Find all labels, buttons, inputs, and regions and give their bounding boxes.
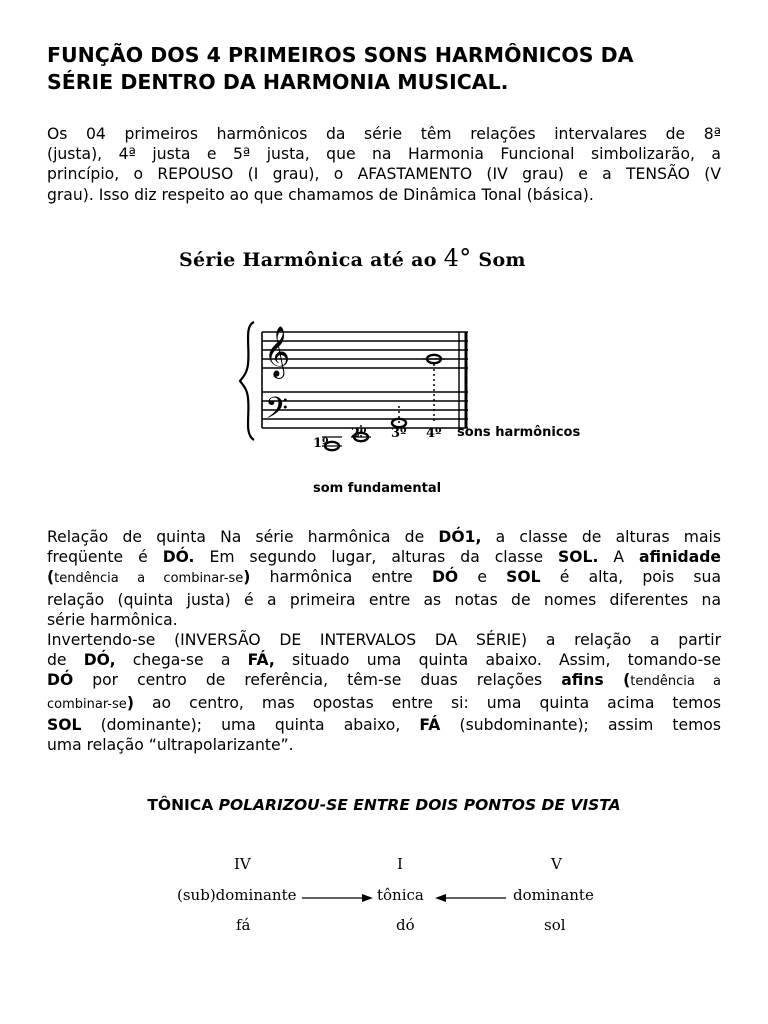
do-label: dó: [396, 916, 415, 934]
bass-staff: [262, 392, 468, 428]
body-paragraph: [47, 527, 721, 755]
bass-clef-icon: 𝄢: [265, 392, 289, 433]
body-line-10: SOL (dominante); uma quinta abaixo, FÁ (subdominante); assim temos: [47, 715, 721, 734]
brace: [240, 322, 254, 440]
polarization-diagram: [170, 850, 610, 940]
degree-v-label: V: [551, 855, 562, 873]
intro-line-1: Os 04 primeiros harmônicos da série têm relações intervalares de 8ª: [47, 125, 721, 143]
grand-staff: [170, 236, 610, 506]
intro-line-2: (justa), 4ª justa e 5ª justa, que na Harmonia Funcional simbolizarão, a: [47, 145, 721, 164]
sol-label: sol: [544, 916, 566, 934]
body-line-7: de DÓ, chega-se a FÁ, situado uma quinta abaixo. Assim, tomando-se: [47, 651, 721, 670]
body-line-8: DÓ por centro de referência, têm-se duas relações afins (tendência a: [47, 671, 721, 690]
body-line-2: freqüente é DÓ. Em segundo lugar, alturas da classe SOL. A afinidade: [47, 548, 721, 567]
arrow-right-icon: [302, 894, 373, 902]
harmonic-series-figure: [170, 236, 610, 506]
body-line-5: série harmônica.: [47, 610, 178, 629]
body-line-4: relação (quinta justa) é a primeira entre as notas de nomes diferentes na: [47, 590, 721, 609]
dominante-label: dominante: [513, 886, 594, 904]
figure-title: Série Harmônica até ao 4° Som: [179, 244, 526, 272]
title-line-2: SÉRIE DENTRO DA HARMONIA MUSICAL.: [47, 70, 509, 94]
harmonic-number-4: 4º: [426, 426, 442, 441]
som-fundamental-label: som fundamental: [313, 481, 442, 496]
body-line-3: (tendência a combinar-se) harmônica entre DÓ e SOL é alta, pois sua: [47, 568, 721, 587]
body-line-6: Invertendo-se (INVERSÃO DE INTERVALOS DA SÉRIE) a relação a partir: [47, 631, 721, 650]
harmonic-number-2: 2º: [351, 426, 367, 441]
harmonic-number-1: 1º: [313, 436, 329, 451]
notes: [325, 355, 441, 450]
intro-line-3: princípio, o REPOUSO (I grau), o AFASTAMENTO (IV grau) e a TENSÃO (V: [47, 165, 721, 184]
section-subheading: TÔNICA POLARIZOU-SE ENTRE DOIS PONTOS DE VISTA: [147, 796, 621, 814]
title-line-1: FUNÇÃO DOS 4 PRIMEIROS SONS HARMÔNICOS DA: [47, 43, 634, 67]
fa-label: fá: [236, 916, 251, 934]
harmonic-number-3: 3º: [391, 426, 407, 441]
body-line-9: combinar-se) ao centro, mas opostas entre si: uma quinta acima temos: [47, 693, 721, 712]
tonica-label: tônica: [377, 886, 424, 904]
subdominante-label: (sub)dominante: [177, 886, 297, 904]
intro-paragraph: [47, 124, 721, 205]
page-title: [47, 42, 727, 96]
degree-i-label: I: [397, 855, 403, 873]
sons-harmonicos-label: sons harmônicos: [457, 425, 581, 440]
treble-clef-icon: 𝄞: [264, 326, 291, 377]
degree-iv-label: IV: [234, 855, 251, 873]
body-line-1: Relação de quinta Na série harmônica de DÓ1, a classe de alturas mais: [47, 528, 721, 546]
arrow-left-icon: [435, 894, 506, 902]
body-line-11: uma relação “ultrapolarizante”.: [47, 736, 294, 755]
intro-line-4: grau). Isso diz respeito ao que chamamos de Dinâmica Tonal (básica).: [47, 185, 594, 204]
